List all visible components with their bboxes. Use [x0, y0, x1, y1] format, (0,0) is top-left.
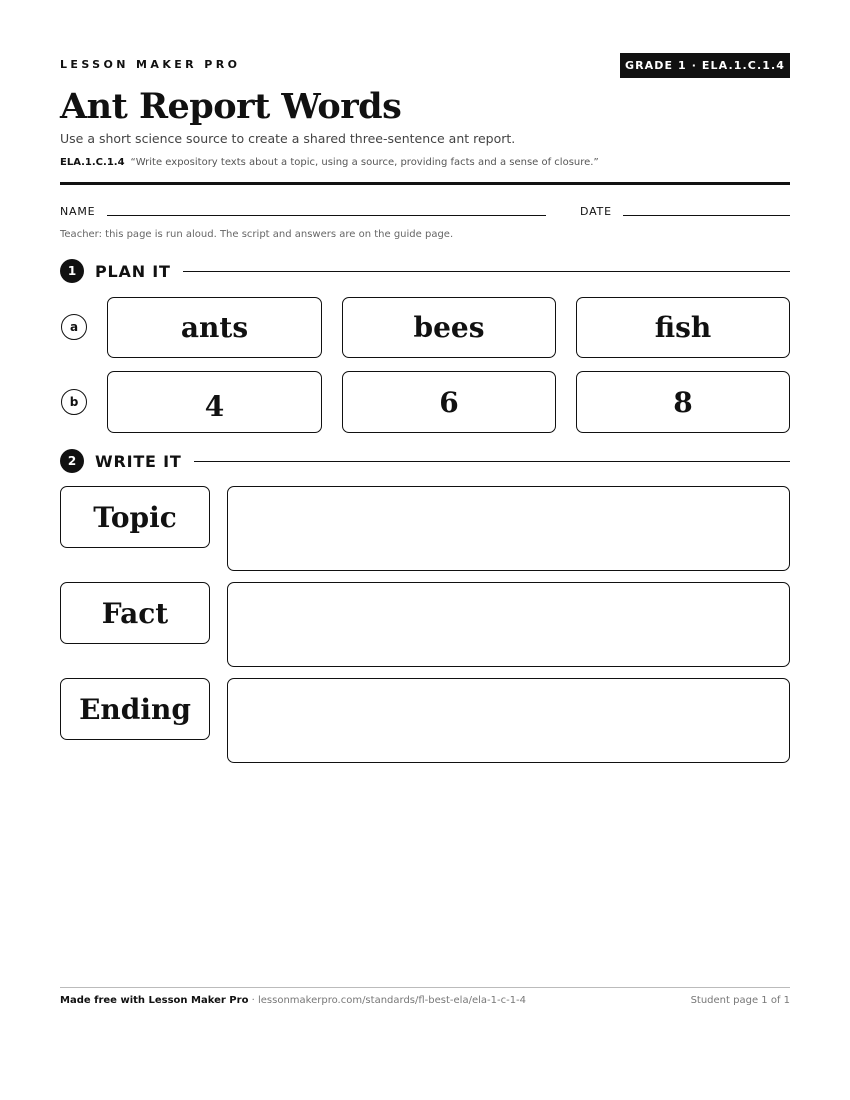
footer-url[interactable]: · lessonmakerpro.com/standards/fl-best-ela/ela-1-c-1-4 — [248, 995, 527, 1006]
ending-writing-box[interactable] — [227, 678, 790, 763]
grade-badge: GRADE 1 · ELA.1.C.1.4 — [620, 53, 790, 78]
write-section-header — [60, 449, 790, 473]
choice-box-bees[interactable]: bees — [342, 297, 556, 358]
date-field[interactable] — [623, 215, 790, 216]
page-subtitle: Use a short science source to create a shared three-sentence ant report. — [60, 131, 516, 146]
page-title: Ant Report Words — [60, 86, 402, 127]
teacher-note: Teacher: this page is run aloud. The script and answers are on the guide page. — [60, 229, 454, 240]
section-number-badge: 1 — [60, 259, 84, 283]
choice-box-4[interactable]: 4 — [107, 371, 322, 433]
fact-writing-box[interactable] — [227, 582, 790, 667]
plan-section-header — [60, 259, 790, 283]
name-label: NAME — [60, 205, 96, 218]
ending-label: Ending — [60, 678, 210, 740]
name-field[interactable] — [107, 215, 546, 216]
header-divider — [60, 182, 790, 185]
choice-box-8[interactable]: 8 — [576, 371, 790, 433]
section-divider — [194, 461, 790, 462]
standard-line — [60, 157, 599, 168]
footer-page-number: Student page 1 of 1 — [690, 995, 790, 1006]
plan-section-title: PLAN IT — [95, 261, 171, 281]
fact-label: Fact — [60, 582, 210, 644]
write-section-title: WRITE IT — [95, 451, 182, 471]
date-label: DATE — [580, 205, 612, 218]
topic-writing-box[interactable] — [227, 486, 790, 571]
footer-made-with: Made free with Lesson Maker Pro — [60, 995, 249, 1006]
choice-box-6[interactable]: 6 — [342, 371, 556, 433]
standard-text: “Write expository texts about a topic, using a source, providing facts and a sense of closure.” — [130, 157, 599, 168]
standard-code: ELA.1.C.1.4 — [60, 157, 125, 168]
choice-box-fish[interactable]: fish — [576, 297, 790, 358]
footer-divider — [60, 987, 790, 988]
section-number-badge: 2 — [60, 449, 84, 473]
row-label-a: a — [61, 314, 87, 340]
choice-box-ants[interactable]: ants — [107, 297, 322, 358]
row-label-b: b — [61, 389, 87, 415]
topic-label: Topic — [60, 486, 210, 548]
brand-name: LESSON MAKER PRO — [60, 58, 241, 71]
footer-credit — [60, 995, 526, 1006]
section-divider — [183, 271, 790, 272]
